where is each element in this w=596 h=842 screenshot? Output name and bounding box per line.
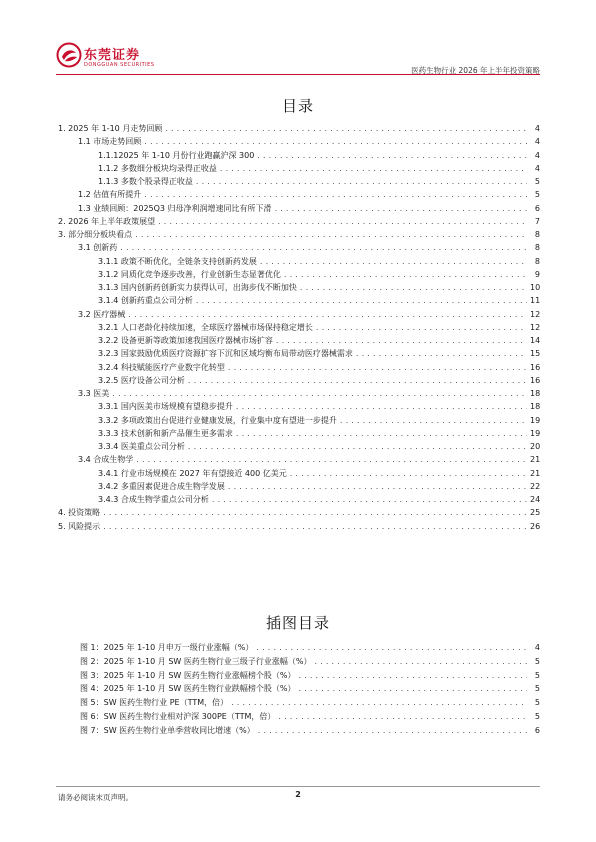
dot-leader	[278, 710, 527, 724]
toc-entry-page: 8	[534, 243, 540, 253]
toc-entry-page: 21	[530, 468, 541, 478]
figure-entry[interactable]	[80, 710, 540, 724]
toc-entry-page: 18	[530, 402, 541, 412]
toc-entry-page: 18	[530, 389, 541, 398]
dot-leader	[258, 724, 527, 738]
toc-entry-title: 1.2 估值有所提升	[78, 190, 142, 200]
figure-entry-page: 5	[534, 698, 540, 708]
toc-entry-page: 21	[530, 455, 541, 465]
toc-entry-title: 3.1.2 同质化竞争逐步改善，行业创新生态显著优化	[98, 269, 281, 279]
toc-list	[58, 122, 540, 533]
toc-entry-title: 3.2.4 科技赋能医疗产业数字化转型	[98, 362, 225, 372]
figure-entry-page: 5	[534, 711, 540, 721]
dot-leader	[228, 480, 527, 493]
page-header	[56, 40, 540, 74]
dot-leader	[275, 202, 527, 215]
logo-english-name: DONGGUAN SECURITIES	[84, 62, 155, 68]
toc-entry-title: 1. 2025 年 1-10 月走势回顾	[58, 124, 163, 133]
toc-entry-page: 22	[530, 481, 541, 491]
toc-entry[interactable]	[58, 334, 540, 347]
dot-leader	[260, 255, 527, 268]
toc-entry-page: 8	[534, 230, 540, 239]
toc-entry[interactable]	[58, 135, 540, 148]
toc-entry-title: 3.1 创新药	[78, 243, 118, 253]
toc-entry-page: 20	[530, 442, 541, 451]
toc-entry-title: 5. 风险提示	[58, 521, 101, 531]
toc-entry-title: 1.3 业绩回顾：2025Q3 归母净利润增速同比有所下滑	[78, 203, 272, 213]
toc-entry-page: 16	[530, 362, 541, 372]
toc-entry[interactable]	[58, 506, 540, 519]
figure-entry-title: 图 5：SW 医药生物行业 PE（TTM，倍）	[80, 698, 229, 708]
header-divider	[56, 74, 540, 75]
dongguan-securities-logo-icon	[56, 42, 82, 68]
toc-entry[interactable]	[58, 440, 540, 453]
figure-entry-title: 图 7：SW 医药生物行业单季营收同比增速（%）	[80, 725, 255, 735]
dot-leader	[188, 440, 527, 453]
toc-entry[interactable]	[58, 281, 540, 294]
figure-entry-title: 图 2：2025 年 1-10 月 SW 医药生物行业三级子行业涨幅（%）	[80, 656, 312, 666]
toc-entry-title: 3.4 合成生物学	[78, 455, 134, 465]
toc-entry[interactable]	[58, 427, 540, 440]
toc-entry[interactable]	[58, 347, 540, 360]
toc-entry-title: 3.3.3 技术创新和新产品催生更多需求	[98, 428, 233, 438]
toc-entry[interactable]	[58, 149, 540, 162]
dot-leader	[103, 520, 527, 533]
figure-entry[interactable]	[80, 682, 540, 696]
toc-entry-title: 3.2.3 国家鼓励优质医疗资源扩容下沉和区域均衡布局带动医疗器械需求	[98, 349, 353, 359]
toc-entry-page: 9	[534, 269, 540, 279]
figure-entry-page: 4	[534, 643, 540, 652]
toc-title: 目录	[281, 97, 314, 115]
toc-entry[interactable]	[58, 215, 540, 228]
footer-divider	[56, 786, 540, 787]
figure-entry[interactable]	[80, 655, 540, 669]
toc-entry-page: 8	[534, 256, 540, 266]
company-logo	[56, 40, 186, 74]
toc-entry-title: 3.3.4 医美重点公司分析	[98, 442, 185, 451]
toc-entry[interactable]	[58, 241, 540, 254]
toc-entry[interactable]	[58, 188, 540, 201]
dot-leader	[236, 400, 527, 413]
toc-entry-title: 3.1.4 创新药重点公司分析	[98, 296, 193, 306]
dot-leader	[228, 361, 527, 374]
toc-entry-title: 3.1.3 国内创新药创新实力获得认可，出海步伐不断加快	[98, 283, 297, 292]
dot-leader	[144, 135, 527, 148]
dot-leader	[103, 506, 527, 519]
dot-leader	[298, 669, 527, 683]
toc-entry-title: 1.1.2 多数细分板块均录得正收益	[98, 163, 217, 173]
dot-leader	[128, 308, 527, 321]
toc-entry-title: 3.3.1 国内医美市场规模有望稳步提升	[98, 402, 233, 412]
dot-leader	[256, 641, 527, 655]
dot-leader	[257, 149, 527, 162]
dot-leader	[188, 374, 527, 387]
dot-leader	[314, 655, 527, 669]
toc-entry[interactable]	[58, 414, 540, 427]
toc-entry-title: 3.2.5 医疗设备公司分析	[98, 375, 185, 385]
toc-entry-title: 1.1.3 多数个股录得正收益	[98, 177, 193, 186]
dot-leader	[112, 387, 527, 400]
dot-leader	[196, 175, 527, 188]
toc-entry-page: 11	[530, 296, 541, 306]
toc-entry-title: 3.2 医疗器械	[78, 309, 126, 319]
toc-entry[interactable]	[58, 202, 540, 215]
toc-entry-page: 24	[530, 495, 541, 504]
figures-title: 插图目录	[265, 614, 330, 632]
toc-entry-page: 7	[534, 216, 540, 226]
dot-leader	[298, 682, 527, 696]
dot-leader	[316, 321, 527, 334]
toc-entry-title: 3.4.1 行业市场规模在 2027 年有望接近 400 亿美元	[98, 468, 287, 478]
dot-leader	[290, 467, 527, 480]
dot-leader	[231, 696, 527, 710]
toc-entry-page: 10	[530, 283, 541, 292]
dot-leader	[158, 215, 527, 228]
toc-entry-title: 3.2.2 设备更新等政策加速我国医疗器械市场扩容	[98, 336, 273, 345]
toc-entry-page: 12	[530, 322, 541, 332]
toc-entry-title: 4. 投资策略	[58, 508, 101, 518]
toc-entry-page: 4	[534, 137, 540, 147]
toc-entry-page: 4	[534, 150, 540, 160]
toc-entry[interactable]	[58, 162, 540, 175]
dot-leader	[144, 188, 527, 201]
dot-leader	[135, 228, 527, 241]
toc-entry-page: 5	[534, 177, 540, 186]
figure-entry[interactable]	[80, 696, 540, 710]
figure-entry-title: 图 1：2025 年 1-10 月申万一级行业涨幅（%）	[80, 643, 254, 652]
toc-entry-page: 26	[530, 521, 541, 531]
toc-entry-page: 4	[534, 124, 540, 133]
figure-entry[interactable]	[80, 724, 540, 738]
toc-entry[interactable]	[58, 228, 540, 241]
dot-leader	[212, 493, 527, 506]
dot-leader	[236, 427, 527, 440]
figure-entry-title: 图 4：2025 年 1-10 月 SW 医药生物行业跌幅榜个股（%）	[80, 684, 296, 694]
figures-list	[80, 641, 540, 738]
toc-entry-page: 6	[534, 203, 540, 213]
figure-entry-title: 图 3：2025 年 1-10 月 SW 医药生物行业涨幅榜个股（%）	[80, 670, 296, 680]
toc-entry[interactable]	[58, 493, 540, 506]
dot-leader	[120, 241, 527, 254]
dot-leader	[356, 347, 527, 360]
figure-entry-page: 5	[534, 670, 540, 680]
toc-entry-page: 19	[530, 415, 541, 425]
toc-entry[interactable]	[58, 520, 540, 533]
toc-entry-page: 12	[530, 309, 541, 319]
figure-entry-page: 6	[534, 725, 540, 735]
toc-entry-page: 25	[530, 508, 541, 518]
toc-entry[interactable]	[58, 122, 540, 135]
figure-entry-page: 5	[534, 656, 540, 666]
toc-entry[interactable]	[58, 467, 540, 480]
dot-leader	[136, 453, 527, 466]
toc-entry[interactable]	[58, 374, 540, 387]
toc-entry-title: 3. 部分细分板块看点	[58, 230, 133, 239]
toc-entry[interactable]	[58, 268, 540, 281]
toc-entry-title: 3.3 医美	[78, 389, 110, 398]
toc-entry[interactable]	[58, 453, 540, 466]
toc-entry[interactable]	[58, 308, 540, 321]
report-title: 医药生物行业 2026 年上半年投资策略	[411, 66, 540, 75]
dot-leader	[300, 281, 527, 294]
toc-entry[interactable]	[58, 400, 540, 413]
dot-leader	[340, 414, 527, 427]
dot-leader	[276, 334, 527, 347]
dot-leader	[165, 122, 527, 135]
toc-entry[interactable]	[58, 255, 540, 268]
toc-entry[interactable]	[58, 321, 540, 334]
toc-entry-page: 19	[530, 428, 541, 438]
toc-entry[interactable]	[58, 480, 540, 493]
dot-leader	[220, 162, 527, 175]
toc-entry-page: 15	[530, 349, 541, 359]
toc-entry[interactable]	[58, 294, 540, 307]
toc-entry-title: 3.4.3 合成生物学重点公司分析	[98, 495, 209, 504]
figure-entry-page: 5	[534, 684, 540, 694]
figure-entry-title: 图 6：SW 医药生物行业相对沪深 300PE（TTM，倍）	[80, 711, 276, 721]
toc-entry[interactable]	[58, 387, 540, 400]
toc-entry-page: 5	[534, 190, 540, 200]
toc-entry[interactable]	[58, 361, 540, 374]
figure-entry[interactable]	[80, 669, 540, 683]
disclaimer-note: 请务必阅读末页声明。	[58, 793, 133, 802]
toc-entry-title: 2. 2026 年上半年政策展望	[58, 216, 156, 226]
toc-entry-title: 3.1.1 政策不断优化，全链条支持创新药发展	[98, 256, 257, 266]
toc-entry-page: 14	[530, 336, 541, 345]
toc-entry-page: 16	[530, 375, 541, 385]
logo-chinese-name: 东莞证券	[84, 48, 141, 63]
dot-leader	[196, 294, 527, 307]
page-number: 2	[295, 790, 301, 799]
toc-entry-title: 3.2.1 人口老龄化持续加速，全球医疗器械市场保持稳定增长	[98, 322, 313, 332]
toc-entry[interactable]	[58, 175, 540, 188]
toc-entry-title: 3.3.2 多项政策出台促进行业健康发展，行业集中度有望进一步提升	[98, 415, 337, 425]
dot-leader	[284, 268, 527, 281]
figure-entry[interactable]	[80, 641, 540, 655]
toc-entry-page: 4	[534, 163, 540, 173]
toc-entry-title: 3.4.2 多重因素促进合成生物学发展	[98, 481, 225, 491]
toc-entry-title: 1.1.12025 年 1-10 月份行业跑赢沪深 300	[98, 150, 255, 160]
toc-entry-title: 1.1 市场走势回顾	[78, 137, 142, 147]
